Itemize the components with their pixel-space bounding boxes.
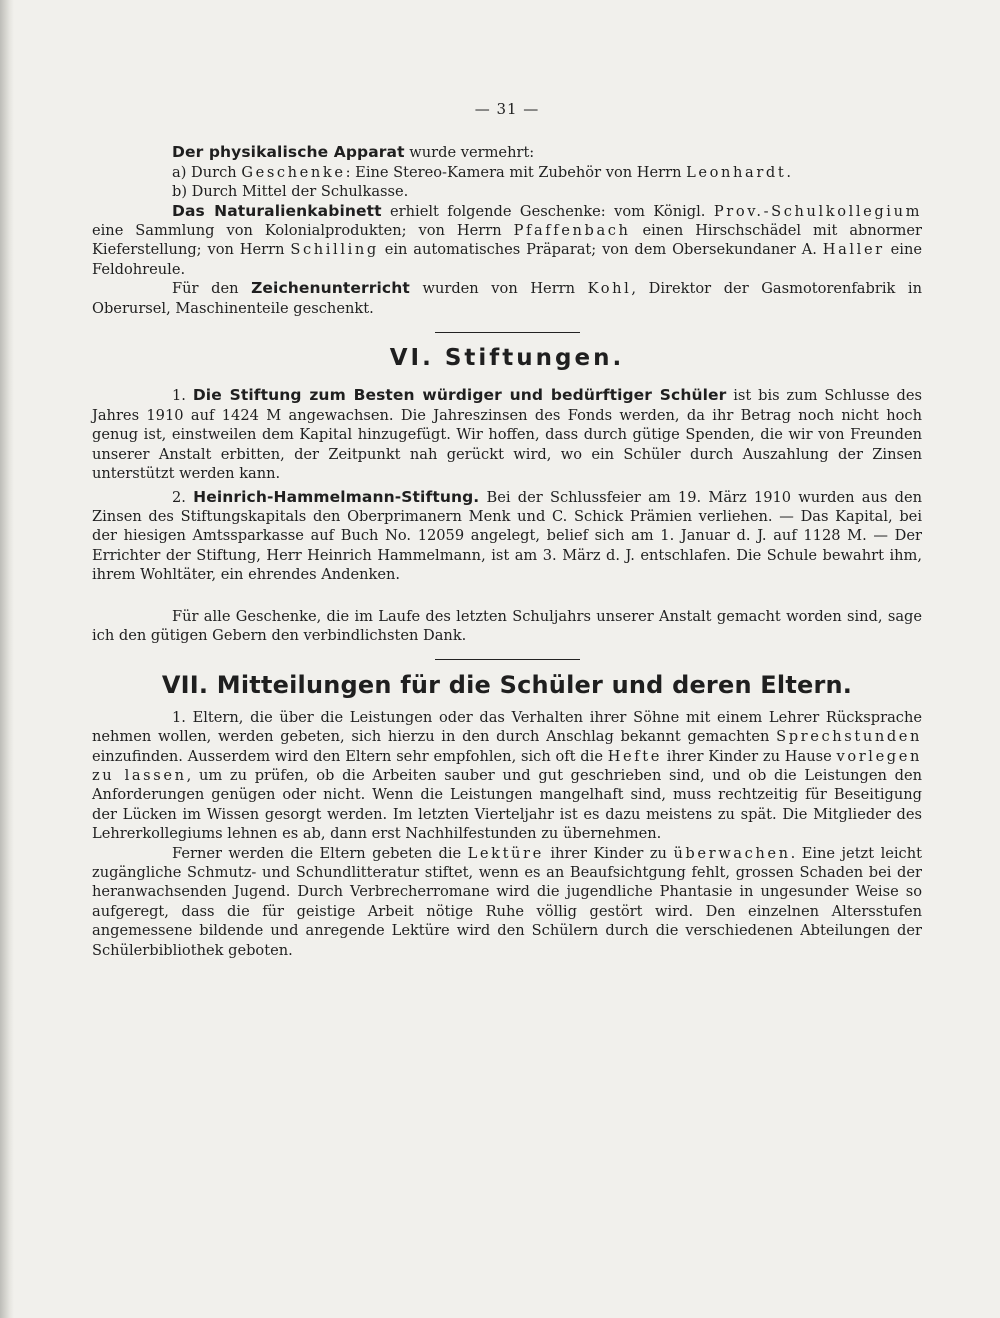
section-6-title: VI. Stiftungen. bbox=[389, 345, 625, 372]
section-7-title: VII. Mitteilungen für die Schüler und deren Eltern. bbox=[161, 671, 853, 700]
naturalien-paragraph bbox=[92, 202, 922, 280]
thanks-paragraph: Für alle Geschenke, die im Laufe des letzten Schuljahrs unserer Anstalt gemacht worden sind, sage ich den gütigen Gebern den verbindlichsten Dank. bbox=[92, 607, 922, 644]
naturalien-heading: Das Naturalienkabinett bbox=[172, 201, 382, 220]
stiftung-item-2 bbox=[92, 488, 922, 585]
document-page bbox=[92, 100, 922, 960]
zeichen-paragraph bbox=[92, 279, 922, 318]
p2-text-b: ihrer Kinder zu bbox=[543, 844, 674, 862]
zeichen-spaced: Kohl bbox=[587, 280, 632, 298]
naturalien-text2: eine Sammlung von Kolonialprodukten; von Herrn bbox=[92, 222, 514, 240]
item2-text: Bei der Schlussfeier am 19. März 1910 wurden aus den Zinsen des Stiftungskapitals den Oberprimanern Menk und C. Schick Prämien verliehen. — Das Kapital, bei der hiesigen Amtssparkasse auf Buch No. 12059 angelegt, belief sich am 1. Januar d. J. auf 1128 M. — Der Errichter der Stiftung, Herr Heinrich Hammelmann, ist am 3. März d. J. entschlafen. Die Schule bewahrt ihm, ihrem Wohltäter, ein ehrendes Andenken. bbox=[92, 488, 922, 584]
p2-spaced-2: überwachen bbox=[673, 844, 791, 862]
apparat-item-b: b) Durch Mittel der Schulkasse. bbox=[172, 183, 409, 201]
p2-text-a: Ferner werden die Eltern gebeten die bbox=[172, 844, 468, 862]
item1-text: ist bis zum Schlusse des Jahres 1910 auf 1424 M angewachsen. Die Jahreszinsen des Fonds werden, da ihr Betrag noch nicht hoch genug ist, einstweilen dem Kapital hinzugefügt. Wir hoffen, dass durch gütige Spenden, die wir von Freunden unserer Anstalt erbitten, der Zeitpunkt nah gerückt wird, wo ein Schüler durch Auszahlung der Zinsen unterstützt werden kann. bbox=[92, 387, 922, 483]
zeichen-heading: Zeichenunterricht bbox=[251, 279, 410, 298]
zeichen-text2: wurden von Herrn bbox=[409, 280, 588, 298]
apparat-a-end: . bbox=[786, 163, 791, 181]
stiftung-item-1 bbox=[92, 386, 922, 483]
p1-spaced-2: Hefte bbox=[607, 747, 663, 765]
item2-number: 2. bbox=[172, 488, 194, 506]
apparat-a-text2: : Eine Stereo-Kamera mit Zubehör von Herrn bbox=[345, 163, 687, 181]
apparat-item-a bbox=[92, 163, 922, 182]
apparat-a-text: a) Durch bbox=[172, 163, 242, 181]
naturalien-spaced2: Pfaffenbach bbox=[513, 222, 631, 240]
naturalien-text5: eine Feldohreule. bbox=[92, 241, 922, 278]
p1-text-b: einzufinden. Ausserdem wird den Eltern sehr empfohlen, sich oft die bbox=[92, 747, 608, 765]
item2-heading: Heinrich-Hammelmann-Stiftung. bbox=[193, 487, 480, 506]
zeichen-text1: Für den bbox=[172, 280, 252, 298]
apparat-heading: Der physikalische Apparat bbox=[172, 143, 405, 162]
apparat-a-spaced: Geschenke bbox=[241, 163, 346, 181]
p1-spaced-3: vorlegen zu lassen bbox=[92, 747, 922, 784]
p1-text-a: 1. Eltern, die über die Leistungen oder das Verhalten ihrer Söhne mit einem Lehrer Rücksprache nehmen wollen, werden gebeten, sich hierzu in den durch Anschlag bekannt gemachten bbox=[92, 708, 922, 746]
item1-heading: Die Stiftung zum Besten würdiger und bedürftiger Schüler bbox=[192, 386, 727, 405]
zeichen-text3: , Direktor der Gasmotorenfabrik in Oberursel, Maschinenteile geschenkt. bbox=[92, 280, 922, 317]
naturalien-spaced1: Prov.-Schulkollegium bbox=[713, 202, 923, 220]
page-number: — 31 — bbox=[474, 100, 540, 118]
section-divider bbox=[435, 332, 580, 333]
p2-spaced-1: Lektüre bbox=[467, 844, 544, 862]
section-divider-2 bbox=[435, 659, 580, 660]
p1-text-c: ihrer Kinder zu Hause bbox=[662, 747, 837, 765]
apparat-text: wurde vermehrt: bbox=[404, 144, 535, 162]
naturalien-spaced4: Haller bbox=[822, 241, 885, 259]
p1-text-d: , um zu prüfen, ob die Arbeiten sauber und gut geschrieben sind, und ob die Leistungen den Anforderungen genügen oder nicht. Wenn die Leistungen mangelhaft sind, muss rechtzeitig für Beseitigung der Lücken im Wissen gesorgt werden. Im letzten Vierteljahr ist es dazu meistens zu spät. Die Mitglieder des Lehrerkollegiums lehnen es ab, dann erst Nachhilfestunden zu übernehmen. bbox=[92, 766, 922, 843]
naturalien-spaced3: Schilling bbox=[290, 241, 379, 259]
p1-spaced-1: Sprechstunden bbox=[776, 728, 922, 746]
apparat-paragraph bbox=[92, 143, 922, 162]
naturalien-text1: erhielt folgende Geschenke: vom Königl. bbox=[381, 202, 714, 220]
page-gutter-shadow bbox=[0, 0, 14, 1318]
item1-number: 1. bbox=[172, 387, 193, 405]
mitteilung-paragraph-1 bbox=[92, 708, 922, 844]
mitteilung-paragraph-2 bbox=[92, 844, 922, 960]
naturalien-text3: einen Hirschschädel mit abnormer Kieferstellung; von Herrn bbox=[92, 222, 922, 259]
p2-text-c: . Eine jetzt leicht zugängliche Schmutz- und Schundlitteratur stiftet, wenn es an Beaufsichtgung fehlt, grossen Schaden bei der heranwachsenden Jugend. Durch Verbrecherromane wird die jugendliche Phantasie in ungesunder Weise so aufgeregt, dass die für geistige Arbeit nötige Ruhe völlig gestört wird. Den einzelnen Altersstufen angemessene bildende und anregende Lektüre wird den Schülern durch die verschiedenen Abteilungen der Schülerbibliothek geboten. bbox=[92, 844, 922, 959]
apparat-a-name: Leonhardt bbox=[686, 163, 787, 181]
naturalien-text4: ein automatisches Präparat; von dem Obersekundaner A. bbox=[378, 241, 823, 259]
